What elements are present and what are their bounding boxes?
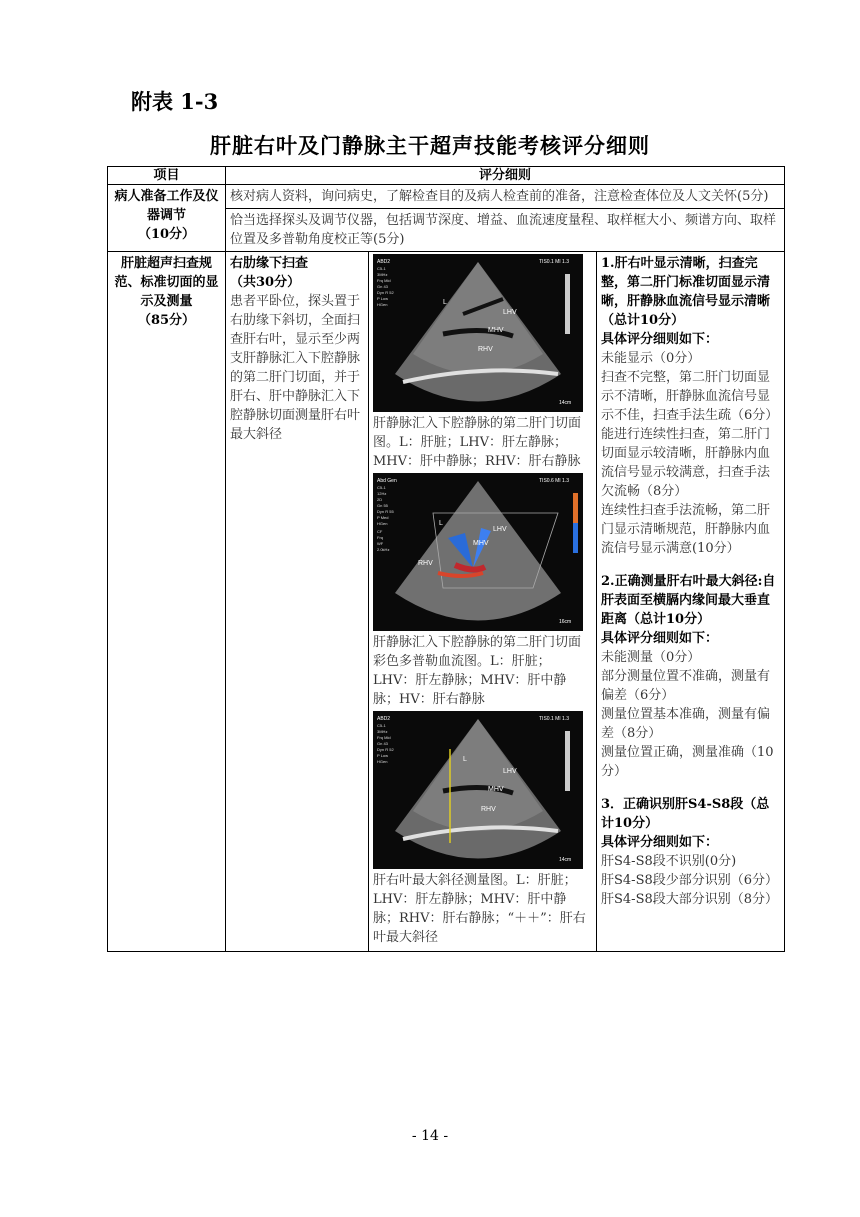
image-info: Frq Mid (377, 735, 391, 740)
rule-item: 未能测量（0分） (601, 650, 701, 665)
image-info: P Med (377, 515, 389, 520)
image-header-left: Abd Gen (377, 478, 397, 484)
image-header-left: ABD2 (377, 716, 391, 722)
image-label: MHV (488, 327, 504, 334)
rule-item: 未能显示（0分） (601, 351, 701, 366)
rule-item: 测量位置正确，测量准确（10分） (601, 745, 774, 779)
rule-item: 部分测量位置不准确，测量有偏差（6分） (601, 669, 771, 703)
image-label: MHV (488, 786, 504, 793)
scan-score: （共30分） (230, 275, 301, 290)
image-info: Dyn R 52 (377, 290, 394, 295)
table-row (108, 252, 785, 952)
image-info: HGen (377, 302, 388, 307)
rule-heading: 2.正确测量肝右叶最大斜径:自肝表面至横膈内缘间最大垂直距离（总计10分） (601, 574, 776, 627)
document-title: 肝脏右叶及门静脉主干超声技能考核评分细则 (210, 133, 650, 158)
scoring-table (107, 166, 785, 952)
header-item: 项目 (108, 167, 226, 185)
rule-item: 能进行连续性扫查，第二肝门切面显示较清晰，肝静脉内血流信号显示较满意，扫查手法欠流畅（8分） (601, 427, 771, 499)
image-info: 2.0kHz (377, 547, 390, 552)
image-depth: 14cm (559, 400, 572, 406)
image-label: MHV (473, 540, 489, 547)
image-label: L (443, 299, 447, 306)
rule-item: 扫查不完整，第二肝门切面显示不清晰，肝静脉血流信号显示不佳，扫查手法生疏（6分） (601, 370, 779, 423)
detail-cell: 核对病人资料，询问病史，了解检查目的及病人检查前的准备，注意检查体位及人文关怀(5分) (226, 185, 785, 209)
image-label: RHV (478, 346, 493, 353)
image-depth: 14cm (559, 857, 572, 863)
rule-subheading: 具体评分细则如下： (601, 835, 719, 850)
scan-title: 右肋缘下扫查 (230, 256, 309, 271)
appendix-label: 附表 1-3 (131, 89, 219, 114)
image-header-right: TIS0.1 MI 1.3 (539, 716, 570, 722)
ultrasound-image-measurement (373, 711, 583, 869)
image-label: RHV (481, 806, 496, 813)
image-header-left: ABD2 (377, 259, 391, 265)
image-info: CF (377, 529, 383, 534)
image-caption: 肝静脉汇入下腔静脉的第二肝门切面图。L：肝脏；LHV：肝左静脉；MHV：肝中静脉；RHV：肝右静脉 (373, 416, 582, 469)
image-info: Frq Mid (377, 278, 391, 283)
page-number: - 14 - (411, 1128, 449, 1144)
image-info: 3MHz (377, 272, 388, 277)
image-info: C5-1 (377, 723, 386, 728)
rule-subheading: 具体评分细则如下： (601, 332, 719, 347)
rule-item: 肝S4-S8段少部分识别（6分） (601, 873, 779, 888)
image-label: LHV (503, 309, 517, 316)
image-info: P Low (377, 753, 389, 758)
image-info: 12Hz (377, 491, 387, 496)
scan-description: 患者平卧位，探头置于右肋缘下斜切，全面扫查肝右叶，显示至少两支肝静脉汇入下腔静脉的第二肝门切面，并于肝右、肝中静脉汇入下腔静脉切面测量肝右叶最大斜径 (230, 294, 361, 442)
header-details: 评分细则 (226, 167, 785, 185)
image-label: L (463, 756, 467, 763)
table-header-row (108, 167, 785, 185)
rule-item: 连续性扫查手法流畅，第二肝门显示清晰规范，肝静脉内血流信号显示满意(10分） (601, 503, 771, 556)
rule-heading: 1.肝右叶显示清晰，扫查完整，第二肝门标准切面显示清晰，肝静脉血流信号显示清晰（总计10分） (601, 256, 771, 328)
image-caption: 肝静脉汇入下腔静脉的第二肝门切面彩色多普勒血流图。L：肝脏；LHV：肝左静脉；MHV：肝中静脉；HV：肝右静脉 (373, 635, 582, 707)
scan-method-cell (226, 252, 369, 952)
table-row (108, 185, 785, 209)
ultrasound-image-color-doppler (373, 473, 583, 631)
image-info: HGen (377, 521, 388, 526)
image-info: C5-1 (377, 266, 386, 271)
item-score: （10分） (137, 227, 196, 242)
scoring-rules-cell (597, 252, 785, 952)
image-info: Gn 55 (377, 503, 388, 508)
rule-item: 测量位置基本准确，测量有偏差（8分） (601, 707, 771, 741)
image-label: LHV (493, 526, 507, 533)
image-info: WF (377, 541, 384, 546)
image-label: L (439, 520, 443, 527)
image-label: LHV (503, 768, 517, 775)
image-info: Dyn R 52 (377, 747, 394, 752)
image-caption: 肝右叶最大斜径测量图。L：肝脏；LHV：肝左静脉；MHV：肝中静脉；RHV：肝右静脉；“＋＋”：肝右叶最大斜径 (373, 873, 586, 945)
image-info: C5-1 (377, 485, 386, 490)
rule-item: 肝S4-S8段不识别(0分) (601, 854, 737, 869)
image-depth: 16cm (559, 619, 572, 625)
image-header-right: TIS0.1 MI 1.3 (539, 259, 570, 265)
image-info: Gn 43 (377, 284, 388, 289)
image-info: Dyn R 55 (377, 509, 394, 514)
ultrasound-image-second-porta (373, 254, 583, 412)
image-info: P Low (377, 296, 389, 301)
images-cell (369, 252, 597, 952)
image-info: HGen (377, 759, 388, 764)
item-name: 肝脏超声扫查规范、标准切面的显示及测量 (114, 256, 219, 309)
item-score: （85分） (137, 313, 196, 328)
detail-cell: 恰当选择探头及调节仪器，包括调节深度、增益、血流速度量程、取样框大小、频谱方向、取样位置及多普勒角度校正等(5分) (226, 209, 785, 252)
rule-item: 肝S4-S8段大部分识别（8分） (601, 892, 779, 907)
item-name: 病人准备工作及仪器调节 (114, 189, 219, 223)
item-cell-liver-scan (108, 252, 226, 952)
item-cell-preparation (108, 185, 226, 252)
image-label: RHV (418, 560, 433, 567)
rule-heading: 3．正确识别肝S4-S8段（总计10分） (601, 797, 770, 831)
image-header-right: TIS0.6 MI 1.3 (539, 478, 570, 484)
image-info: 2D (377, 497, 383, 502)
image-info: 3MHz (377, 729, 388, 734)
image-info: Frq (377, 535, 383, 540)
image-info: Gn 43 (377, 741, 388, 746)
rule-subheading: 具体评分细则如下： (601, 631, 719, 646)
